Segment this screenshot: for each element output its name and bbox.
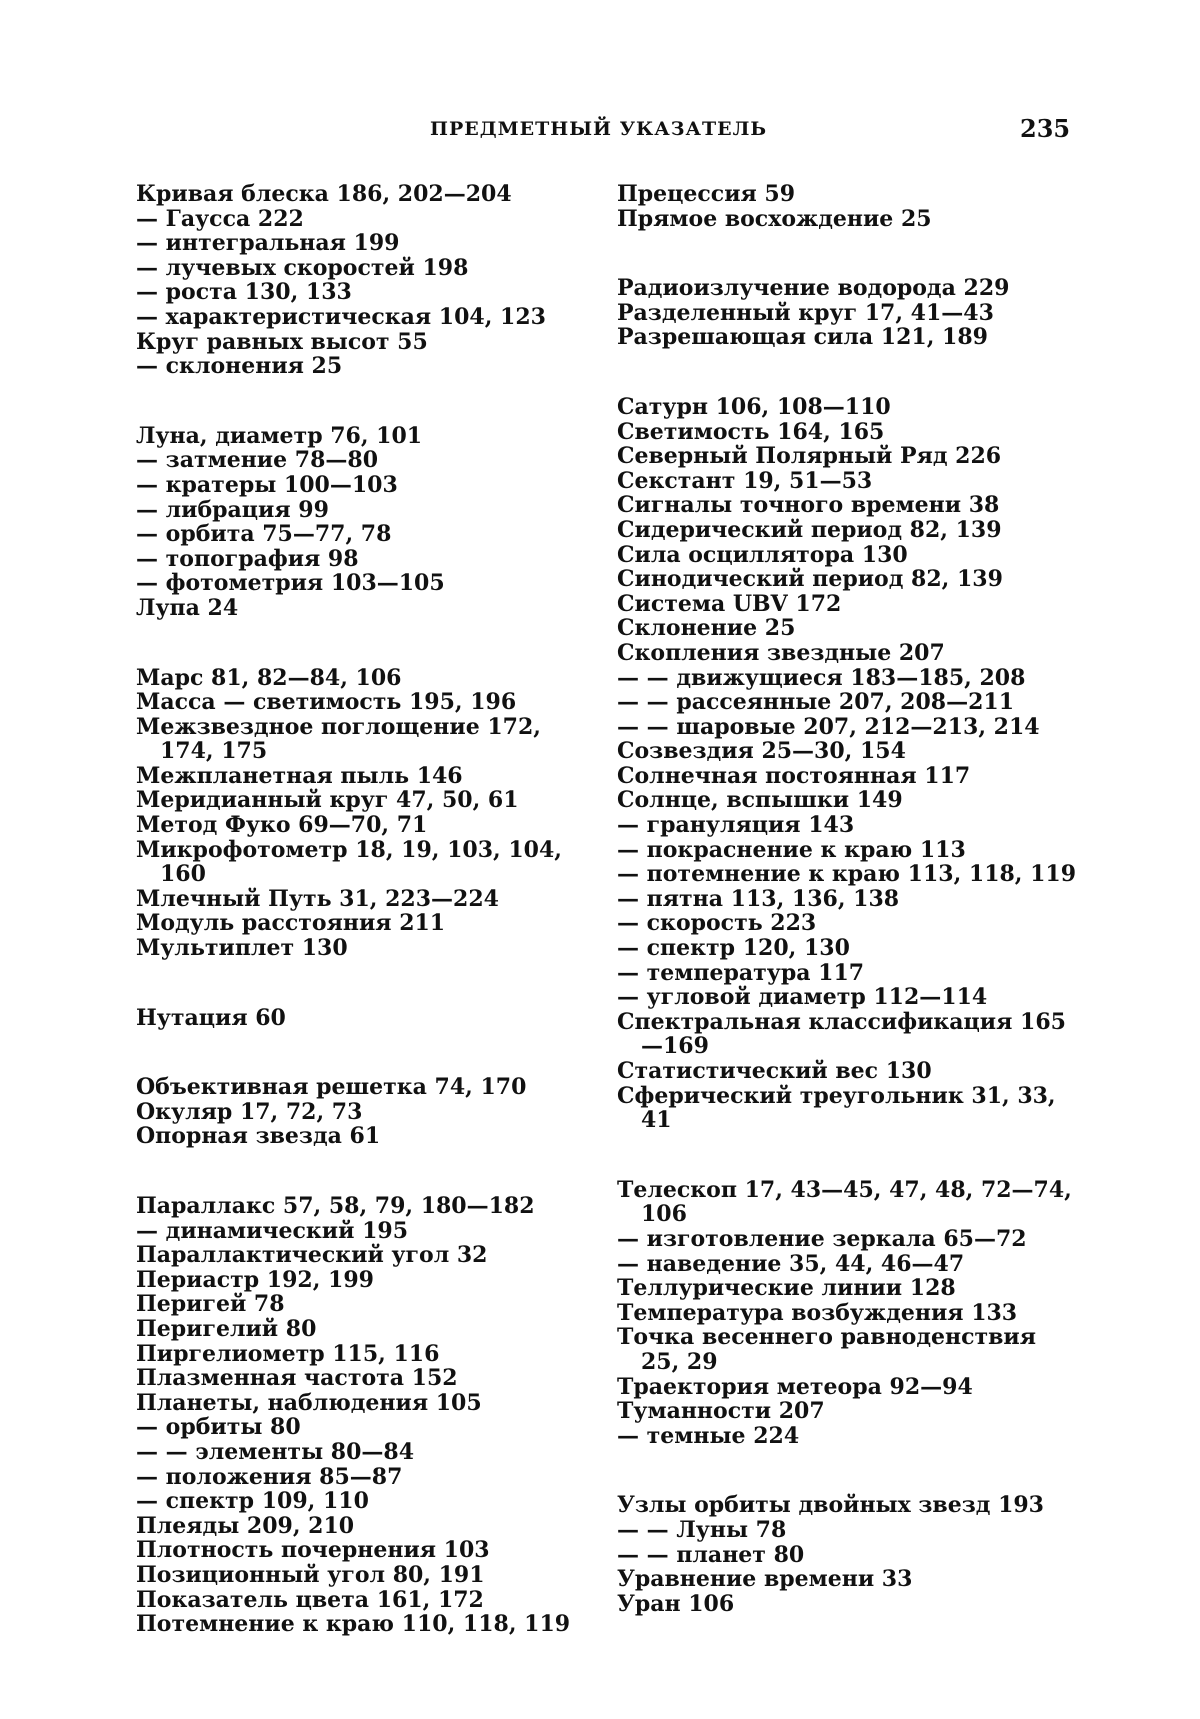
index-entry: Млечный Путь 31, 223—224 (136, 885, 499, 912)
index-entry: — затмение 78—80 (136, 447, 378, 474)
index-entry: Температура возбуждения 133 (617, 1299, 1018, 1326)
index-entry: — — шаровые 207, 212—213, 214 (617, 713, 1040, 740)
index-entry: — склонения 25 (136, 353, 343, 380)
index-entry: Марс 81, 82—84, 106 (136, 664, 402, 691)
index-entry: Телескоп 17, 43—45, 47, 48, 72—74, 106 (617, 1176, 1072, 1228)
index-entry: — темные 224 (617, 1422, 800, 1449)
index-entry: Модуль расстояния 211 (136, 910, 446, 937)
index-letter-group (136, 1194, 596, 1637)
index-entry: — кратеры 100—103 (136, 471, 398, 498)
index-entry: Прямое восхождение 25 (617, 205, 932, 232)
index-entry: — — Луны 78 (617, 1516, 787, 1543)
index-entry: Объективная решетка 74, 170 (136, 1074, 527, 1101)
index-entry: — потемнение к краю 113, 118, 119 (617, 861, 1077, 888)
index-entry: Солнце, вспышки 149 (617, 787, 903, 814)
index-entry: Микрофотометр 18, 19, 103, 104, 160 (136, 836, 562, 888)
index-entry: — характеристическая 104, 123 (136, 303, 546, 330)
index-entry: Светимость 164, 165 (617, 418, 885, 445)
index-entry: Склонение 25 (617, 615, 796, 642)
index-entry: — роста 130, 133 (136, 279, 352, 306)
index-entry: — грануляция 143 (617, 812, 855, 839)
index-entry: Сатурн 106, 108—110 (617, 393, 891, 420)
index-letter-group (136, 182, 596, 379)
index-entry: Плотность почернения 103 (136, 1537, 490, 1564)
index-entry: — лучевых скоростей 198 (136, 254, 469, 281)
index-entry: Спектральная классификация 165—169 (617, 1008, 1066, 1060)
index-entry: Сигналы точного времени 38 (617, 492, 1000, 519)
index-entry: — наведение 35, 44, 46—47 (617, 1250, 965, 1277)
index-entry: Параллакс 57, 58, 79, 180—182 (136, 1193, 535, 1219)
index-entry: Уравнение времени 33 (617, 1566, 913, 1593)
index-entry: Сила осциллятора 130 (617, 541, 908, 568)
index-entry: — спектр 120, 130 (617, 935, 850, 962)
index-letter-group (617, 1178, 1077, 1449)
index-entry: — — планет 80 (617, 1541, 805, 1568)
index-entry: — динамический 195 (136, 1217, 409, 1244)
index-column-right (617, 182, 1077, 1661)
index-entry: Межзвездное поглощение 172, 174, 175 (136, 713, 541, 765)
index-entry: — покраснение к краю 113 (617, 836, 966, 863)
index-entry: Плеяды 209, 210 (136, 1512, 355, 1539)
index-entry: Плазменная частота 152 (136, 1365, 458, 1392)
index-entry: — Гаусса 222 (136, 205, 304, 232)
index-entry: Траектория метеора 92—94 (617, 1373, 973, 1400)
index-entry: — изготовление зеркала 65—72 (617, 1225, 1027, 1252)
index-entry: — либрация 99 (136, 496, 329, 523)
index-entry: Секстант 19, 51—53 (617, 467, 873, 494)
index-entry: Скопления звездные 207 (617, 639, 945, 666)
index-entry: Система UBV 172 (617, 590, 842, 617)
index-entry: Сидерический период 82, 139 (617, 516, 1002, 543)
index-entry: — орбиты 80 (136, 1414, 301, 1441)
index-entry: Разрешающая сила 121, 189 (617, 324, 988, 351)
index-entry: Северный Полярный Ряд 226 (617, 443, 1002, 470)
index-letter-group (617, 182, 1077, 231)
index-letter-group (617, 276, 1077, 350)
index-entry: Позиционный угол 80, 191 (136, 1561, 485, 1588)
index-entry: Пиргелиометр 115, 116 (136, 1340, 440, 1367)
index-letter-group (136, 424, 596, 621)
index-entry: Метод Фуко 69—70, 71 (136, 812, 428, 839)
index-entry: — угловой диаметр 112—114 (617, 984, 988, 1011)
index-entry: Статистический вес 130 (617, 1058, 932, 1084)
index-entry: — орбита 75—77, 78 (136, 521, 392, 548)
page-title: ПРЕДМЕТНЫЙ УКАЗАТЕЛЬ (430, 118, 768, 140)
index-entry: Круг равных высот 55 (136, 328, 428, 355)
index-entry: — скорость 223 (617, 910, 817, 937)
index-entry: Кривая блеска 186, 202—204 (136, 181, 512, 207)
index-entry: Мультиплет 130 (136, 935, 348, 962)
index-entry: Перигелий 80 (136, 1315, 317, 1342)
index-entry: Опорная звезда 61 (136, 1123, 381, 1150)
index-entry: Синодический период 82, 139 (617, 566, 1003, 593)
index-entry: Туманности 207 (617, 1398, 825, 1425)
index-entry: — температура 117 (617, 959, 865, 986)
index-entry: Прецессия 59 (617, 181, 796, 207)
page-number: 235 (1020, 114, 1071, 143)
index-entry: — — движущиеся 183—185, 208 (617, 664, 1026, 691)
index-entry: Масса — светимость 195, 196 (136, 689, 517, 716)
index-letter-group (617, 395, 1077, 1133)
index-entry: Луна, диаметр 76, 101 (136, 422, 423, 449)
index-entry: Теллурические линии 128 (617, 1275, 956, 1302)
index-entry: Точка весеннего равноденствия 25, 29 (617, 1324, 1036, 1375)
index-column-left (136, 182, 596, 1682)
index-letter-group (136, 666, 596, 961)
index-entry: Созвездия 25—30, 154 (617, 738, 906, 765)
index-entry: — пятна 113, 136, 138 (617, 885, 900, 912)
index-letter-group (617, 1493, 1077, 1616)
index-entry: Разделенный круг 17, 41—43 (617, 299, 994, 326)
index-letter-group (136, 1006, 596, 1031)
index-entry: Меридианный круг 47, 50, 61 (136, 787, 519, 814)
index-entry: — топография 98 (136, 545, 359, 572)
index-entry: Показатель цвета 161, 172 (136, 1586, 484, 1613)
index-entry: — спектр 109, 110 (136, 1488, 369, 1515)
index-entry: Уран 106 (617, 1590, 735, 1617)
index-entry: Межпланетная пыль 146 (136, 762, 463, 789)
index-entry: Потемнение к краю 110, 118, 119 (136, 1611, 571, 1638)
index-entry: Параллактический угол 32 (136, 1242, 488, 1269)
index-entry: Лупа 24 (136, 594, 239, 621)
index-entry: Планеты, наблюдения 105 (136, 1389, 482, 1416)
index-entry: Нутация 60 (136, 1004, 286, 1031)
index-entry: — — элементы 80—84 (136, 1438, 415, 1465)
index-entry: — интегральная 199 (136, 230, 400, 257)
index-entry: Окуляр 17, 72, 73 (136, 1098, 363, 1125)
index-entry: Перигей 78 (136, 1291, 285, 1318)
index-entry: — — рассеянные 207, 208—211 (617, 689, 1014, 716)
index-entry: Солнечная постоянная 117 (617, 762, 971, 789)
index-entry: Сферический треугольник 31, 33, 41 (617, 1082, 1056, 1134)
index-entry: — фотометрия 103—105 (136, 570, 445, 597)
index-entry: Радиоизлучение водорода 229 (617, 275, 1010, 302)
index-entry: Периастр 192, 199 (136, 1266, 374, 1293)
index-entry: Узлы орбиты двойных звезд 193 (617, 1492, 1044, 1519)
index-letter-group (136, 1075, 596, 1149)
index-entry: — положения 85—87 (136, 1463, 403, 1490)
